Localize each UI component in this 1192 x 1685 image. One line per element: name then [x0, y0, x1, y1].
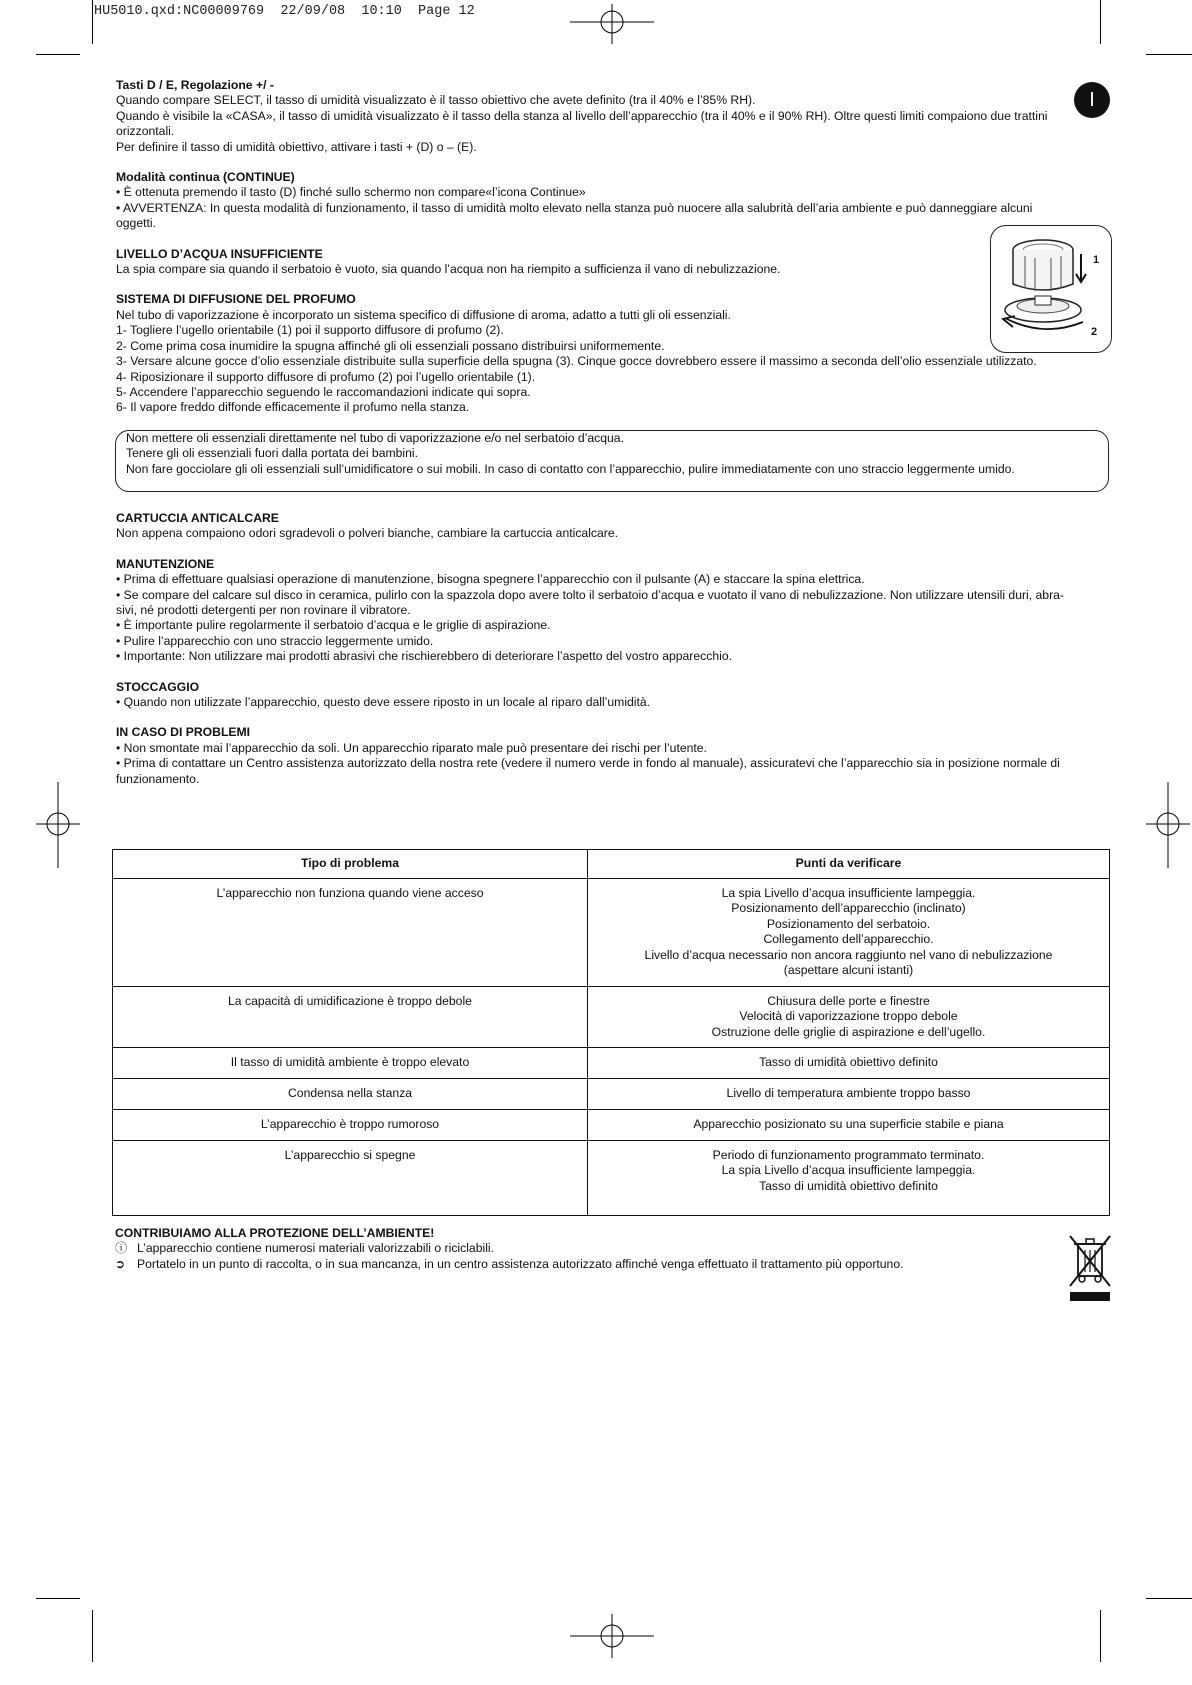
figure-label-2: 2	[1091, 326, 1098, 338]
paragraph-line: • È importante pulire regolarmente il serbatoio d’acqua e le griglie di aspirazione.	[116, 618, 551, 633]
check-line: Periodo di funzionamento programmato terminato.	[712, 1148, 985, 1162]
section-title-maintenance: MANUTENZIONE	[116, 556, 215, 571]
paragraph-line: Nel tubo di vaporizzazione è incorporato un sistema specifico di diffusione di aroma, adatto a tutti gli oli essenziali.	[116, 307, 731, 322]
problem-cell: L’apparecchio non funziona quando viene acceso	[113, 879, 588, 987]
crop-mark	[36, 1598, 80, 1599]
check-line: Livello di temperatura ambiente troppo basso	[726, 1086, 971, 1100]
table-row	[113, 1110, 1110, 1141]
instructions-upper	[116, 78, 1108, 416]
table-row	[113, 987, 1110, 1048]
language-badge: I	[1074, 82, 1110, 118]
section-title-problems: IN CASO DI PROBLEMI	[116, 725, 251, 740]
paragraph-line: sivi, né prodotti detergenti per non rovinare il vibratore.	[116, 603, 411, 618]
check-line: La spia Livello d’acqua insufficiente lampeggia.	[721, 1163, 976, 1178]
check-line: Posizionamento dell’apparecchio (inclinato)	[731, 901, 966, 916]
instructions-lower	[116, 511, 1108, 787]
list-item: 5- Accendere l’apparecchio seguendo le raccomandazioni indicate qui sopra.	[116, 384, 531, 399]
section-title-storage: STOCCAGGIO	[116, 679, 200, 694]
list-item: 6- Il vapore freddo diffonde efficacemente il profumo nella stanza.	[116, 400, 470, 415]
column-header-checks: Punti da verificare	[588, 850, 1110, 879]
list-item-text: Portatelo in un punto di raccolta, o in sua mancanza, in un centro assistenza autorizzato affinché venga effettuato il trattamento più opportuno.	[137, 1256, 904, 1271]
paragraph-line: • È ottenuta premendo il tasto (D) finché sullo schermo non compare«l’icona Continue»	[116, 185, 586, 200]
check-line: Apparecchio posizionato su una superficie stabile e piana	[693, 1117, 1004, 1131]
paragraph-line: funzionamento.	[116, 771, 200, 786]
checks-cell	[588, 879, 1110, 987]
registration-mark-bottom	[570, 1614, 654, 1658]
table-row	[113, 1048, 1110, 1079]
registration-mark-top	[570, 4, 654, 44]
table-row	[113, 1079, 1110, 1110]
warning-line: Tenere gli oli essenziali fuori dalla portata dei bambini.	[126, 446, 418, 461]
list-item: 3- Versare alcune gocce d’olio essenziale distribuite sulla superficie della spugna (3). Cinque gocce dovrebbero essere il massimo a seconda dell’olio essenziale utilizzato.	[116, 354, 1037, 369]
crop-mark	[1100, 1610, 1101, 1662]
paragraph-line: • Se compare del calcare sul disco in ceramica, pulirlo con la spazzola dopo avere tolto il serbatoio d’acqua e vuotato il vano di nebulizzazione. Non utilizzare utensili duri, abra-	[116, 587, 1064, 602]
paragraph-line: • AVVERTENZA: In questa modalità di funzionamento, il tasso di umidità molto elevato nella stanza può nuocere alla salubrità dell’aria ambiente e può danneggiare alcuni	[116, 200, 1033, 215]
section-title-cartridge: CARTUCCIA ANTICALCARE	[116, 511, 279, 525]
crop-mark	[1100, 0, 1101, 44]
section-title-continuous: Modalità continua (CONTINUE)	[116, 170, 295, 185]
list-item: 2- Come prima cosa inumidire la spugna affinché gli oli essenziali possano distribuirsi uniformemente.	[116, 338, 665, 353]
check-line: Ostruzione delle griglie di aspirazione e dell’ugello.	[711, 1024, 986, 1039]
check-line: Tasso di umidità obiettivo definito	[759, 1055, 938, 1069]
check-line: Livello d’acqua necessario non ancora raggiunto nel vano di nebulizzazione	[644, 947, 1053, 962]
problem-cell: L’apparecchio è troppo rumoroso	[113, 1110, 588, 1141]
figure-label-1: 1	[1093, 254, 1100, 266]
paragraph-line: • Prima di effettuare qualsiasi operazione di manutenzione, bisogna spegnere l’apparecchio con il pulsante (A) e staccare la spina elettrica.	[116, 572, 865, 587]
paragraph-line: oggetti.	[116, 216, 156, 231]
crossed-bin-icon	[1068, 1234, 1112, 1302]
check-line: (aspettare alcuni istanti)	[783, 963, 914, 978]
paragraph-line: Quando è visibile la «CASA», il tasso di umidità visualizzato è il tasso della stanza al livello dell’apparecchio (tra il 40% e il 90% RH). Oltre questi limiti compaiono due trattini	[116, 108, 1048, 123]
check-line: Tasso di umidità obiettivo definito	[759, 1178, 938, 1193]
paragraph-line: • Quando non utilizzate l’apparecchio, questo deve essere riposto in un locale al riparo dall’umidità.	[116, 695, 651, 710]
crop-mark	[92, 0, 93, 44]
check-line: Chiusura delle porte e finestre	[767, 994, 930, 1008]
column-header-problem: Tipo di problema	[113, 850, 588, 879]
diffuser-illustration	[990, 225, 1112, 353]
print-slug: HU5010.qxd:NC00009769 22/09/08 10:10 Page 12	[94, 4, 475, 19]
list-item	[115, 1257, 1075, 1272]
table-row	[113, 879, 1110, 987]
environment-section	[115, 1226, 1075, 1272]
checks-cell	[588, 1141, 1110, 1216]
registration-mark-left	[36, 782, 80, 868]
troubleshooting-table	[112, 849, 1110, 1216]
checks-cell	[588, 987, 1110, 1048]
checks-cell	[588, 1110, 1110, 1141]
problem-cell: Condensa nella stanza	[113, 1079, 588, 1110]
crop-mark	[1146, 1598, 1192, 1599]
checks-cell	[588, 1079, 1110, 1110]
paragraph-line: • Importante: Non utilizzare mai prodotti abrasivi che rischierebbero di deteriorare l’aspetto del vostro apparecchio.	[116, 649, 732, 664]
crop-mark	[1146, 54, 1192, 55]
essential-oil-warning-box	[115, 430, 1109, 492]
paragraph-line: • Pulire l’apparecchio con uno straccio leggermente umido.	[116, 633, 434, 648]
warning-line: Non mettere oli essenziali direttamente nel tubo di vaporizzazione e/o nel serbatoio d’acqua.	[126, 431, 624, 445]
table-row	[113, 1141, 1110, 1216]
list-item-text: L’apparecchio contiene numerosi materiali valorizzabili o riciclabili.	[137, 1241, 494, 1256]
list-item: 4- Riposizionare il supporto diffusore di profumo (2) poi l’ugello orientabile (1).	[116, 369, 536, 384]
check-line: La spia Livello d’acqua insufficiente lampeggia.	[721, 886, 976, 900]
crop-mark	[36, 54, 80, 55]
list-item: 1- Togliere l’ugello orientabile (1) poi il supporto diffusore di profumo (2).	[116, 323, 504, 338]
section-title-water-level: LIVELLO D’ACQUA INSUFFICIENTE	[116, 246, 323, 261]
section-title-environment: CONTRIBUIAMO ALLA PROTEZIONE DELL’AMBIENTE!	[115, 1226, 435, 1240]
registration-mark-right	[1146, 782, 1190, 868]
paragraph-line: Non appena compaiono odori sgradevoli o polveri bianche, cambiare la cartuccia anticalcare.	[116, 526, 619, 541]
arrow-icon: ➲	[115, 1256, 126, 1271]
paragraph-line: La spia compare sia quando il serbatoio è vuoto, sia quando l’acqua non ha riempito a sufficienza il vano di nebulizzazione.	[116, 262, 781, 277]
section-title-keys: Tasti D / E, Regolazione +/ -	[116, 78, 274, 92]
check-line: Collegamento dell’apparecchio.	[763, 932, 934, 947]
section-title-perfume: SISTEMA DI DIFFUSIONE DEL PROFUMO	[116, 292, 356, 307]
checks-cell	[588, 1048, 1110, 1079]
recycle-info-icon: ⓘ	[115, 1241, 128, 1256]
paragraph-line: Quando compare SELECT, il tasso di umidità visualizzato è il tasso obiettivo che avete definito (tra il 40% e l’85% RH).	[116, 93, 756, 108]
warning-line: Non fare gocciolare gli oli essenziali sull’umidificatore o sui mobili. In caso di contatto con l’apparecchio, pulire immediatamente con uno straccio leggermente umido.	[126, 461, 1015, 476]
check-line: Posizionamento del serbatoio.	[766, 916, 931, 931]
problem-cell: La capacità di umidificazione è troppo debole	[113, 987, 588, 1048]
paragraph-line: • Prima di contattare un Centro assistenza autorizzato della nostra rete (vedere il numero verde in fondo al manuale), assicuratevi che l’apparecchio sia in posizione normale di	[116, 756, 1060, 771]
paragraph-line: Per definire il tasso di umidità obiettivo, attivare i tasti + (D) o – (E).	[116, 139, 477, 154]
problem-cell: L’apparecchio si spegne	[113, 1141, 588, 1216]
table-header-row	[113, 850, 1110, 879]
problem-cell: Il tasso di umidità ambiente è troppo elevato	[113, 1048, 588, 1079]
crop-mark	[92, 1610, 93, 1662]
check-line: Velocità di vaporizzazione troppo debole	[739, 1009, 958, 1024]
paragraph-line: • Non smontate mai l’apparecchio da soli. Un apparecchio riparato male può presentare dei rischi per l’utente.	[116, 740, 707, 755]
list-item	[115, 1241, 1075, 1256]
paragraph-line: orizzontali.	[116, 124, 175, 139]
